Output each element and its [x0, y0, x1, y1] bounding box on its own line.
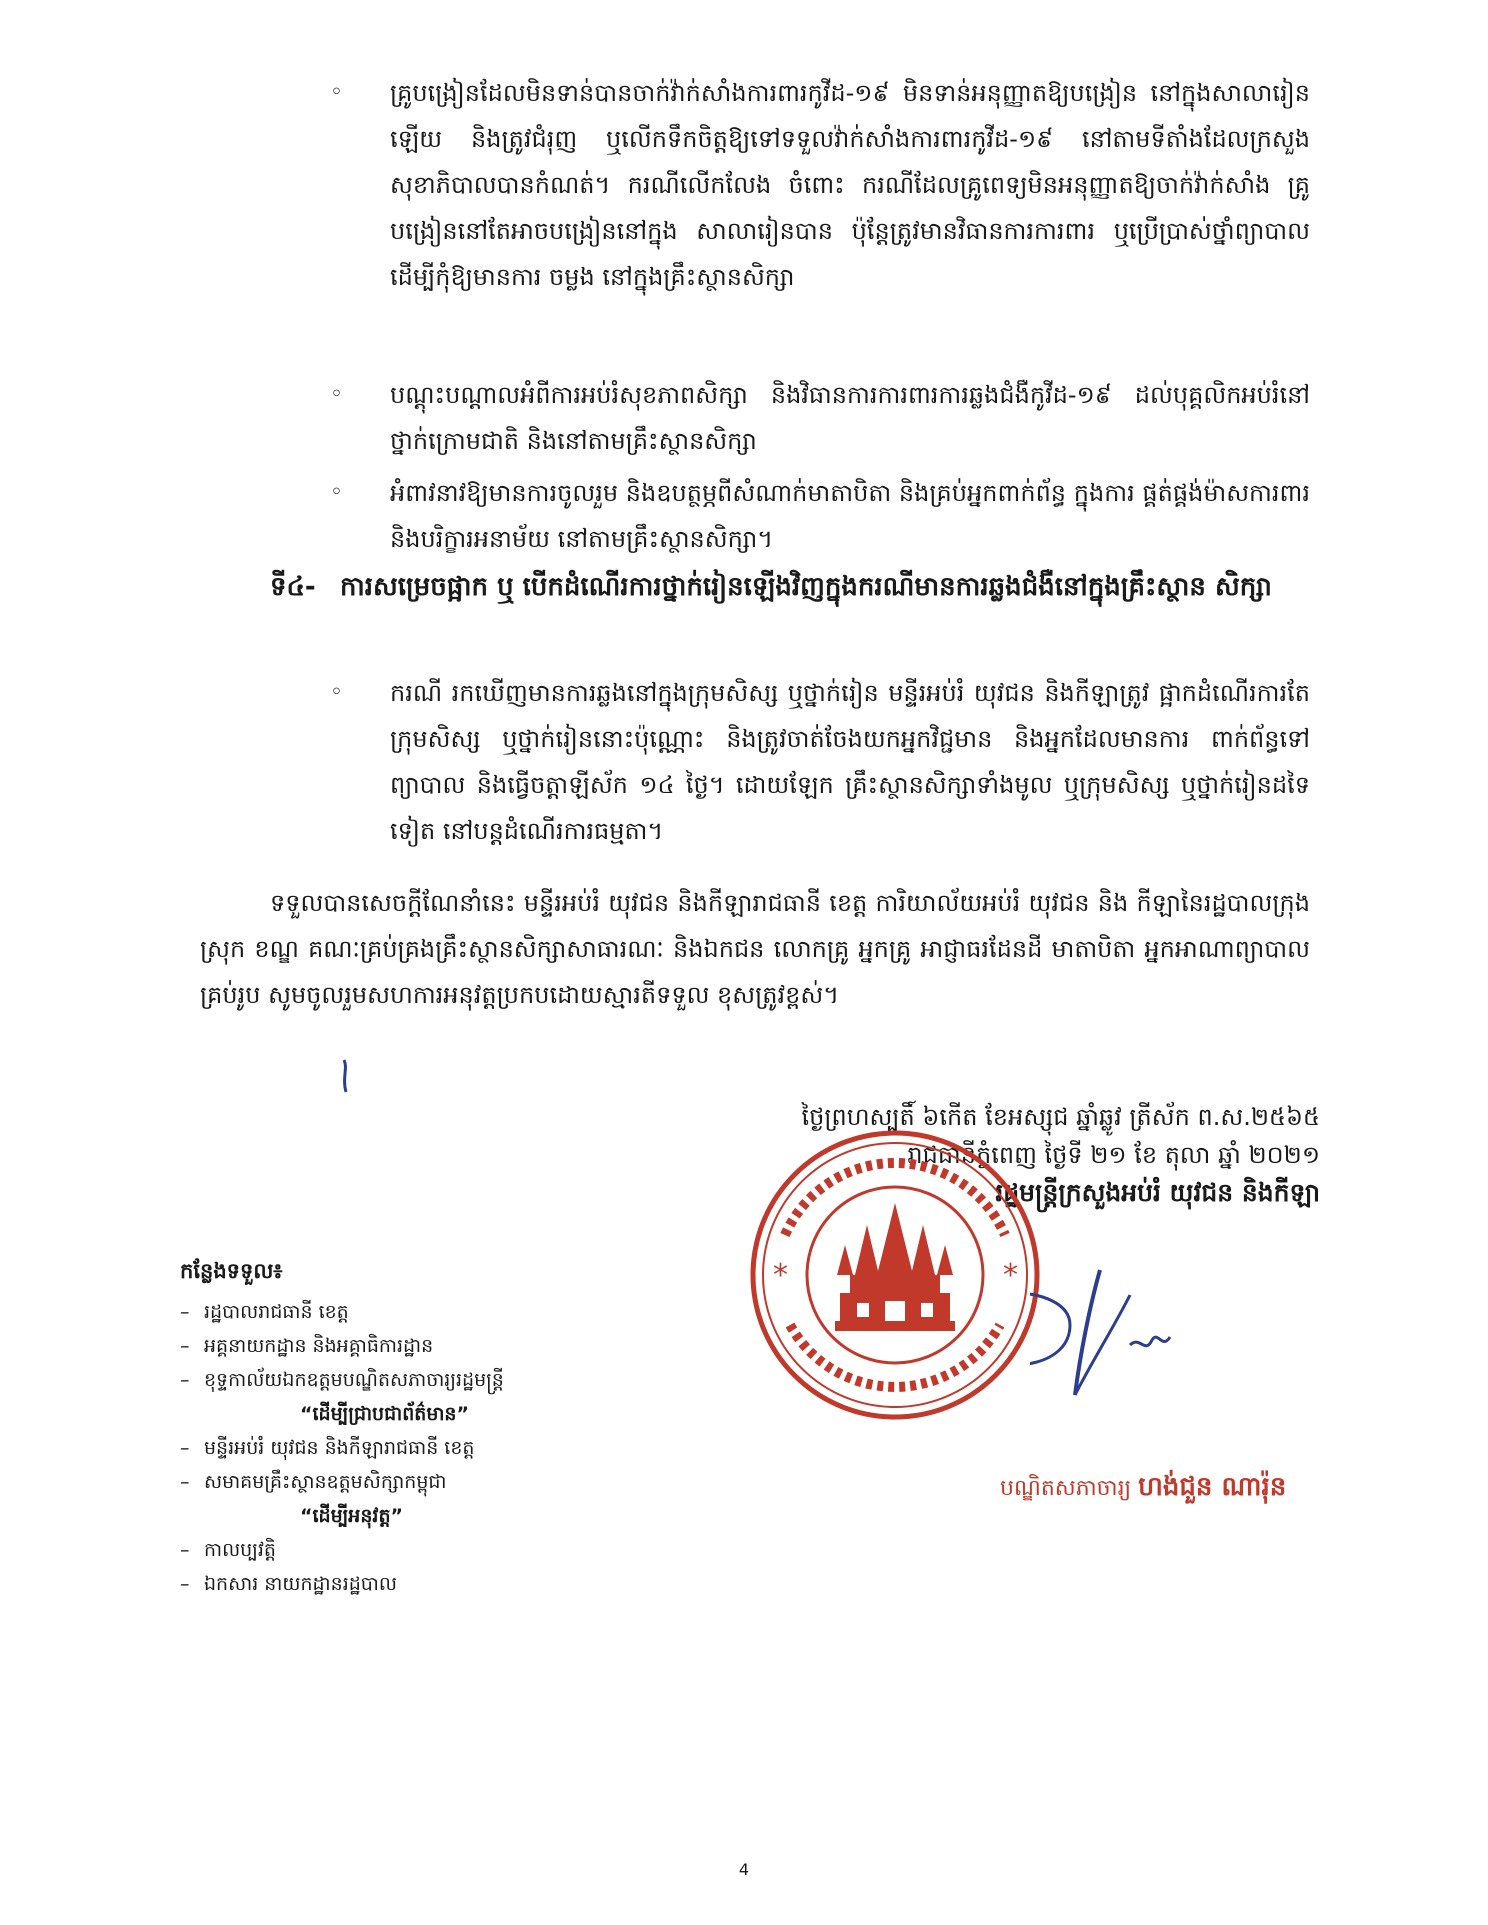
recipients-heading: កន្លែងទទួល៖ [180, 1259, 283, 1283]
handwritten-signature [1030, 1265, 1200, 1405]
closing-paragraph: ទទួលបានសេចក្តីណែនាំនេះ មន្ទីរអប់រំ យុវជន និងកីឡារាជធានី ខេត្ត ការិយាល័យអប់រំ យុវជន និង កីឡានៃរដ្ឋបាលក្រុង ស្រុក ខណ្ឌ គណៈគ្រប់គ្រងគ្រឹះស្ថានសិក្សាសាធារណៈ និងឯកជន លោកគ្រូ អ្នកគ្រូ អាជ្ញាធរដែនដី មាតាបិតា អ្នកអាណាព្យាបាលគ្រប់រូប សូមចូលរួមសហការអនុវត្តប្រកបដោយស្មារតីទទួល ខុសត្រូវខ្ពស់។ [200, 889, 1310, 1009]
bullet-symbol: ◦ [330, 382, 343, 407]
signer [1000, 1470, 1340, 1508]
list-item: – កាលប្បវត្តិ [180, 1535, 700, 1565]
gregorian-date: រាជធានីភ្នំពេញ ថ្ងៃទី ២១ ខែ តុលា ឆ្នាំ ២០២១ [907, 1141, 1320, 1169]
bullet-item [330, 670, 1310, 854]
list-item: – មន្ទីរអប់រំ យុវជន និងកីឡារាជធានី ខេត្ត [180, 1433, 700, 1463]
bullet-symbol: ◦ [330, 680, 343, 705]
list-item: – ឯកសារ នាយកដ្ឋានរដ្ឋបាល [180, 1569, 700, 1599]
bullet-item [330, 470, 1310, 562]
signer-prefix: បណ្ឌិតសភាចារ្យ [1000, 1476, 1132, 1501]
list-item-note: “ដើម្បីជ្រាបជាព័ត៌មាន” [300, 1403, 469, 1425]
ministry-seal [745, 1125, 1045, 1425]
svg-text:*: * [1003, 1258, 1018, 1293]
lunar-date: ថ្ងៃព្រហស្បតិ៍ ៦កើត ខែអស្សុជ ឆ្នាំឆ្លូវ ត្រីស័ក ព.ស.២៥៦៥ [801, 1103, 1320, 1131]
page-number: 4 [738, 1860, 750, 1879]
article-number: ទី៤- [270, 572, 316, 602]
bullet-text: គ្រូបង្រៀនដែលមិនទាន់បានចាក់វ៉ាក់សាំងការពារកូវីដ-១៩ មិនទាន់អនុញ្ញាតឱ្យបង្រៀន នៅក្នុងសាលារៀនឡើយ និងត្រូវជំរុញ ឬលើកទឹកចិត្តឱ្យទៅទទួលវ៉ាក់សាំងការពារកូវីដ-១៩ នៅតាមទីតាំងដែលក្រសួងសុខាភិបាលបានកំណត់។ ករណីលើកលែង ចំពោះ ករណីដែលគ្រូពេទ្យមិនអនុញ្ញាតឱ្យចាក់វ៉ាក់សាំង គ្រូបង្រៀននៅតែអាចបង្រៀននៅក្នុង សាលារៀនបាន ប៉ុន្តែត្រូវមានវិធានការការពារ ឬប្រើប្រាស់ថ្នាំព្យាបាល ដើម្បីកុំឱ្យមានការ ចម្លង នៅក្នុងគ្រឹះស្ថានសិក្សា [390, 79, 1310, 291]
bullet-item [330, 70, 1310, 300]
bullet-text: អំពាវនាវឱ្យមានការចូលរួម និងឧបត្ថម្ភពីសំណាក់មាតាបិតា និងគ្រប់អ្នកពាក់ព័ន្ធ ក្នុងការ ផ្គត់ផ្គង់ម៉ាសការពារ និងបរិក្ខារអនាម័យ នៅតាមគ្រឹះស្ថានសិក្សា។ [390, 479, 1310, 553]
bullet-symbol: ◦ [330, 480, 343, 505]
article-heading [270, 562, 1310, 612]
list-item-note: “ដើម្បីអនុវត្ត” [300, 1505, 403, 1527]
ink-mark [340, 1058, 354, 1094]
bullet-symbol: ◦ [330, 80, 343, 105]
list-item: – ខុទ្ទកាល័យឯកឧត្តមបណ្ឌិតសភាចារ្យរដ្ឋមន្ត្រី [180, 1365, 700, 1395]
svg-text:*: * [773, 1258, 788, 1293]
article-title: ការសម្រេចផ្អាក ឬ បើកដំណើរការថ្នាក់រៀនឡើងវិញក្នុងករណីមានការឆ្លងជំងឺនៅក្នុងគ្រឹះស្ថាន សិក្សា [340, 572, 1272, 602]
bullet-text: ករណី រកឃើញមានការឆ្លងនៅក្នុងក្រុមសិស្ស ឬថ្នាក់រៀន មន្ទីរអប់រំ យុវជន និងកីឡាត្រូវ ផ្អាកដំណើរការតែក្រុមសិស្ស ឬថ្នាក់រៀននោះប៉ុណ្ណោះ និងត្រូវចាត់ចែងយកអ្នកវិជ្ជមាន និងអ្នកដែលមានការ ពាក់ព័ន្ធទៅព្យាបាល និងធ្វើចត្តាឡីស័ក ១៤ ថ្ងៃ។ ដោយឡែក គ្រឹះស្ថានសិក្សាទាំងមូល ឬក្រុមសិស្ស ឬថ្នាក់រៀនដទៃទៀត នៅបន្តដំណើរការធម្មតា។ [390, 679, 1310, 845]
list-item: – អគ្គនាយកដ្ឋាន និងអគ្គាធិការដ្ឋាន [180, 1331, 700, 1361]
minister-title: រដ្ឋមន្ត្រីក្រសួងអប់រំ យុវជន និងកីឡា [995, 1178, 1320, 1207]
list-item: – រដ្ឋបាលរាជធានី ខេត្ត [180, 1297, 700, 1327]
bullet-text: បណ្តុះបណ្តាលអំពីការអប់រំសុខភាពសិក្សា និងវិធានការការពារការឆ្លងជំងឺកូវីដ-១៩ ដល់បុគ្គលិកអប់រំនៅថ្នាក់ក្រោមជាតិ និងនៅតាមគ្រឹះស្ថានសិក្សា [390, 381, 1310, 455]
list-item: – សមាគមគ្រឹះស្ថានឧត្តមសិក្សាកម្ពុជា [180, 1467, 700, 1497]
recipients-list [180, 1258, 700, 1603]
bullet-item [330, 372, 1310, 464]
signer-name: ហង់ជួន ណារ៉ុន [1138, 1472, 1287, 1502]
